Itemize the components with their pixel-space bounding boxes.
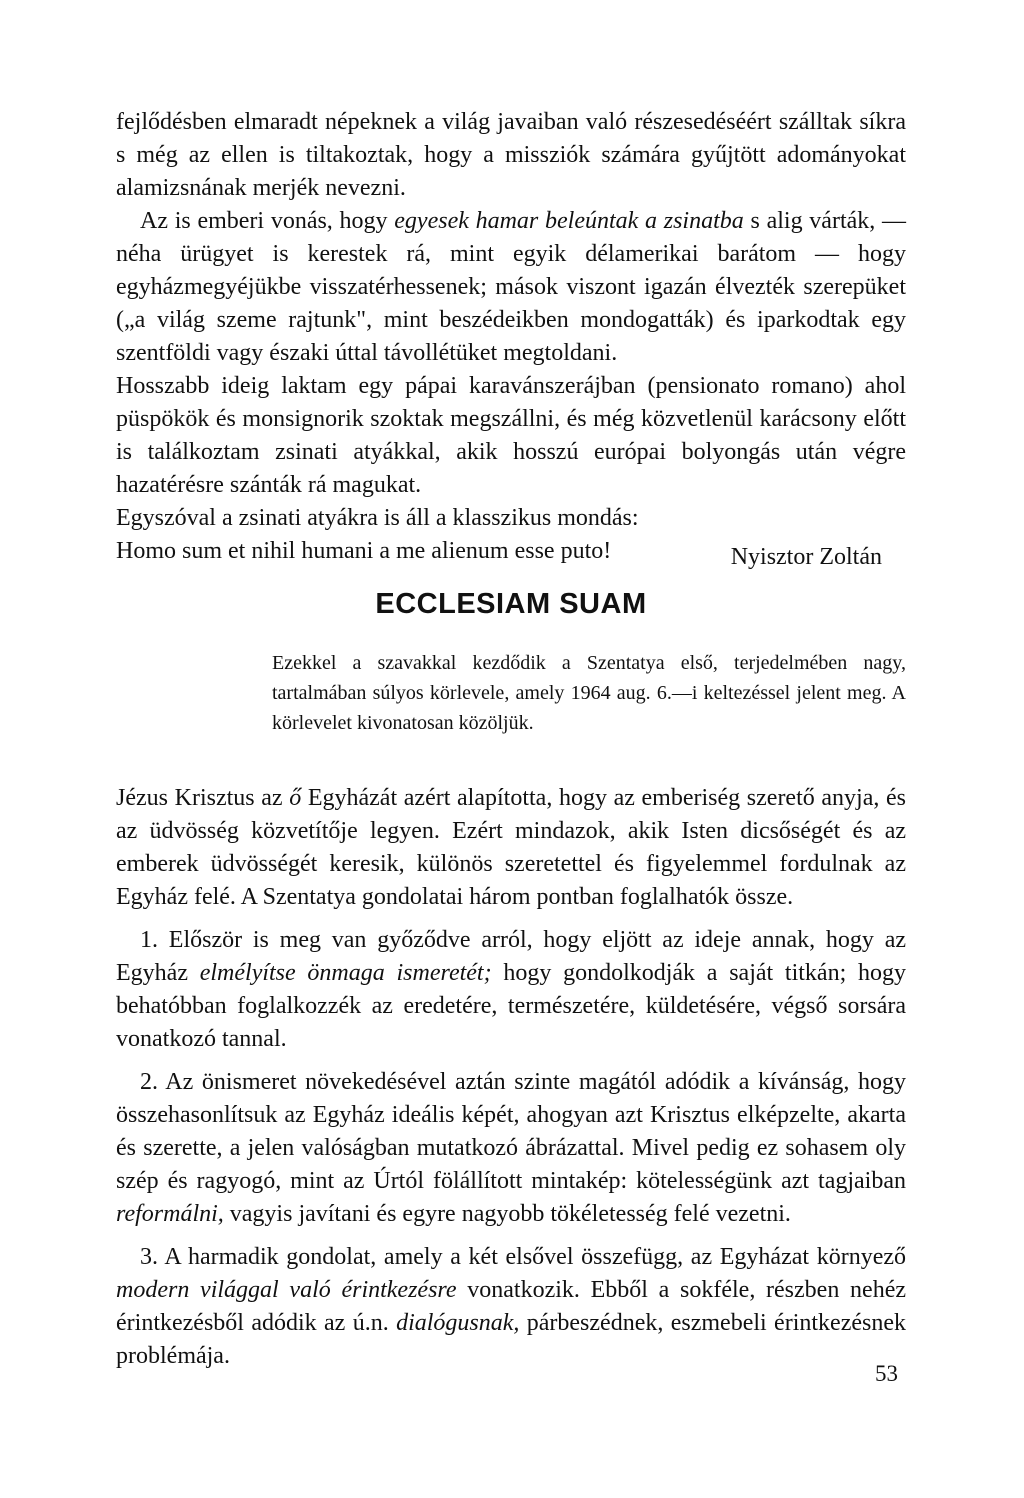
text-run: Az is emberi vonás, hogy xyxy=(140,208,395,234)
italic-text: egyesek hamar beleúntak a zsinatba xyxy=(394,208,744,234)
article-body xyxy=(116,782,906,1373)
intro-paragraph: Ezekkel a szavakkal kezdődik a Szentatya első, terjedelmében nagy, tartalmában súlyos körlevele, amely 1964 aug. 6.—i keltezéssel jelent meg. A körlevelet kivonatosan közöljük. xyxy=(272,652,906,734)
paragraph: fejlődésben elmaradt népeknek a világ javaiban való részesedéséért szálltak síkra s még az ellen is tiltakoztak, hogy a missziók számára gyűjtött adományokat alamizsnának merjék nevezni. xyxy=(116,109,906,201)
italic-text: elmélyítse önmaga ismeretét; xyxy=(199,960,492,986)
page xyxy=(116,106,907,1386)
text-run: 3. A harmadik gondolat, amely a két elsővel összefügg, az Egyházat környező xyxy=(140,1244,906,1270)
italic-text: reformálni, xyxy=(116,1201,224,1227)
numbered-point-2 xyxy=(116,1066,906,1231)
paragraph xyxy=(116,205,906,370)
section-title: ECCLESIAM SUAM xyxy=(375,588,647,620)
page-number: 53 xyxy=(875,1361,898,1386)
section-intro xyxy=(272,648,906,738)
italic-text: dialógusnak, xyxy=(396,1310,520,1336)
italic-text: modern világgal való érintkezésre xyxy=(116,1277,457,1303)
text-run: s alig várták, — néha ürügyet is kerestek rá, mint egyik délamerikai barátom — hogy egyházmegyéjükbe visszatérhessenek; mások viszont igazán élvezték szerepüket („a világ szeme rajtunk", mint beszédeikben mondogatták) és iparkodtak egy szentföldi vagy északi úttal távollétüket megtoldani. xyxy=(116,208,906,366)
text-run: hogy gondolkodják a saját titkán; hogy behatóbban foglalkozzék az eredetére, természetére, küldetésére, végső sorsára vonatkozó tannal. xyxy=(116,960,907,1052)
paragraph xyxy=(116,782,906,914)
author-signature: Nyisztor Zoltán xyxy=(730,544,882,570)
text-run: vonatkozik. Ebből a sokféle, részben nehéz érintkezésből adódik az ú.n. xyxy=(116,1277,907,1336)
italic-text: ő xyxy=(289,785,302,811)
text-run: Egyházát azért alapította, hogy az emberiség szerető anyja, és az üdvösség közvetítője legyen. Ezért mindazok, akik Isten dicsőségét és az emberek üdvösségét keresik, különös szeretettel és figyelemmel fordulnak az Egyház felé. A Szentatya gondolatai három pontban foglalhatók össze. xyxy=(116,785,906,910)
text-run: párbeszédnek, eszmebeli érintkezésnek problémája. xyxy=(116,1310,906,1369)
text-run: vagyis javítani és egyre nagyobb tökéletesség felé vezetni. xyxy=(223,1201,791,1227)
numbered-point-3 xyxy=(116,1241,906,1373)
numbered-point-1 xyxy=(116,924,906,1056)
text-run: 1. Először is meg van győződve arról, hogy eljött az ideje annak, hogy az Egyház xyxy=(116,927,906,986)
text-run: Jézus Krisztus az xyxy=(116,785,290,811)
closing-block xyxy=(116,502,906,568)
paragraph: Egyszóval a zsinati atyákra is áll a klasszikus mondás: Homo sum et nihil humani a me alienum esse puto! xyxy=(116,505,639,564)
previous-article-continuation xyxy=(116,106,906,568)
text-run: 2. Az önismeret növekedésével aztán szinte magától adódik a kívánság, hogy összehasonlítsuk az Egyház ideális képét, ahogyan azt Krisztus elképzelte, akarta és szerette, a jelen valóságban mutatkozó ábrázattal. Mivel pedig ez sohasem oly szép és ragyogó, mint az Úrtól fölállított mintakép: kötelességünk azt tagjaiban xyxy=(116,1069,906,1194)
paragraph: Hosszabb ideig laktam egy pápai karavánszerájban (pensionato romano) ahol püspökök és monsignorik szoktak megszállni, és még közvetlenül karácsony előtt is találkoztam zsinati atyákkal, akik hosszú európai bolyongás után végre hazatérésre szánták rá magukat. xyxy=(116,373,906,498)
